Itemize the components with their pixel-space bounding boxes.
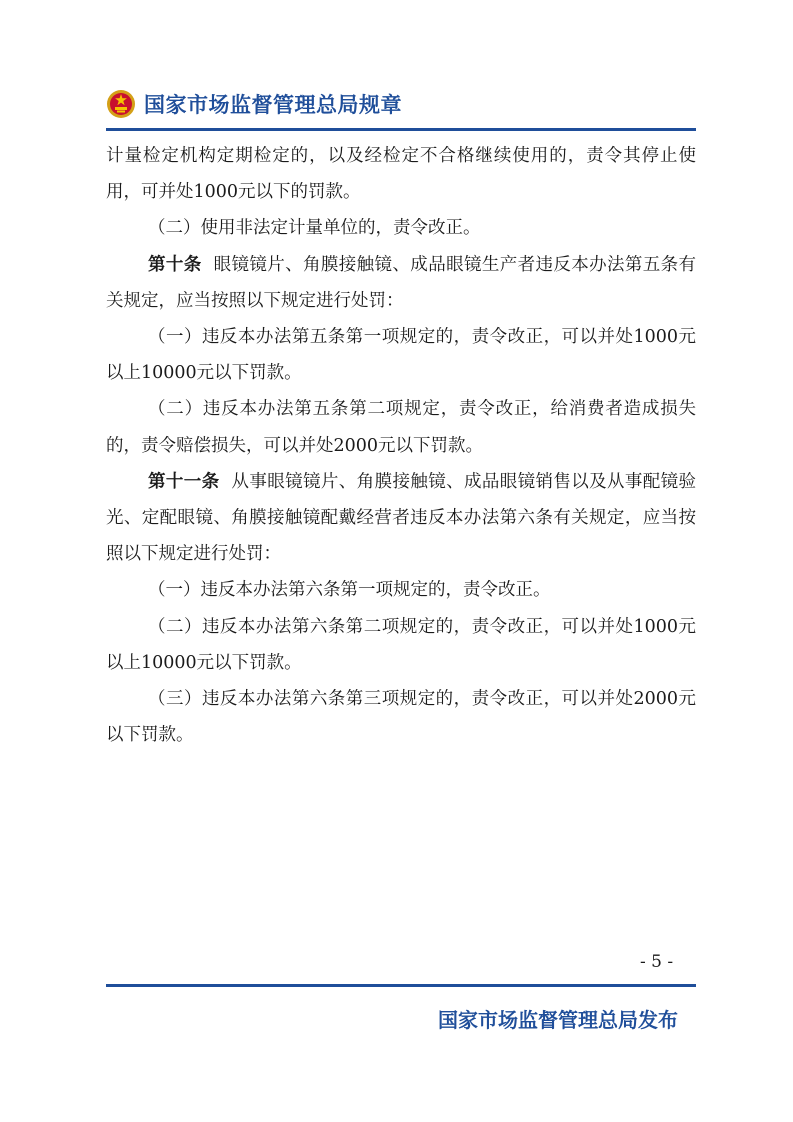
paragraph: （二）违反本办法第六条第二项规定的，责令改正，可以并处1000元以上10000元以下罚款。 bbox=[106, 616, 696, 673]
paragraph: 计量检定机构定期检定的，以及经检定不合格继续使用的，责令其停止使用，可并处1000元以下的罚款。 bbox=[106, 146, 696, 203]
paragraph: （二）使用非法定计量单位的，责令改正。 bbox=[148, 218, 481, 239]
article-number: 第十一条 bbox=[148, 471, 220, 492]
page-header bbox=[106, 84, 696, 124]
paragraph: （一）违反本办法第六条第一项规定的，责令改正。 bbox=[148, 580, 551, 601]
paragraph: （三）违反本办法第六条第三项规定的，责令改正，可以并处2000元以下罚款。 bbox=[106, 689, 696, 746]
article-paragraph: 第十一条 从事眼镜镜片、角膜接触镜、成品眼镜销售以及从事配镜验光、定配眼镜、角膜接触镜配戴经营者违反本办法第六条有关规定，应当按照以下规定进行处罚： bbox=[106, 471, 697, 565]
document-body bbox=[106, 138, 696, 753]
paragraph: （二）违反本办法第五条第二项规定，责令改正，给消费者造成损失的，责令赔偿损失，可以并处2000元以下罚款。 bbox=[106, 399, 696, 456]
header-divider bbox=[106, 128, 696, 131]
article-paragraph: 第十条 眼镜镜片、角膜接触镜、成品眼镜生产者违反本办法第五条有关规定，应当按照以下规定进行处罚： bbox=[106, 254, 697, 311]
footer-publisher: 国家市场监督管理总局发布 bbox=[438, 1008, 678, 1032]
national-emblem-icon bbox=[106, 89, 136, 119]
page-number: - 5 - bbox=[640, 952, 674, 972]
footer-divider bbox=[106, 984, 696, 987]
paragraph: （一）违反本办法第五条第一项规定的，责令改正，可以并处1000元以上10000元以下罚款。 bbox=[106, 327, 696, 384]
header-title: 国家市场监督管理总局规章 bbox=[144, 93, 402, 117]
article-number: 第十条 bbox=[148, 254, 202, 275]
